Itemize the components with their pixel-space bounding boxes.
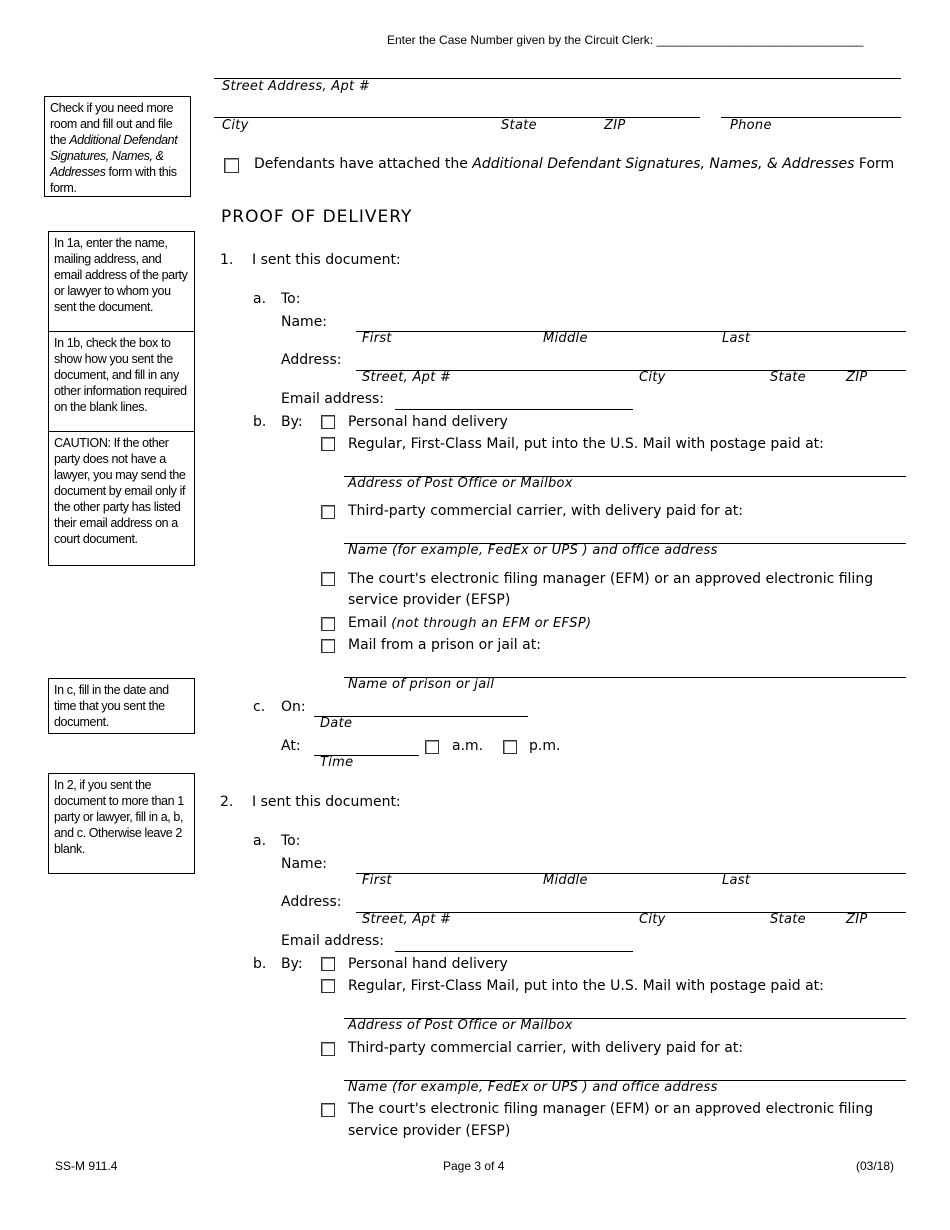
item2-state-label: State [770, 912, 806, 927]
street-address-label: Street Address, Apt # [222, 79, 371, 94]
item2-b-letter: b. [253, 956, 267, 972]
item1-hand-label: Personal hand delivery [348, 414, 508, 430]
item1-pm-label: p.m. [529, 738, 561, 754]
item1-carrier-label: Third-party commercial carrier, with delivery paid for at: [348, 503, 744, 519]
item2-mail-label: Regular, First-Class Mail, put into the U.S. Mail with postage paid at: [348, 978, 824, 994]
item2-email-line[interactable] [395, 951, 633, 952]
item1-a-letter: a. [253, 291, 267, 307]
item1-hand-checkbox[interactable] [321, 415, 335, 429]
item2-mail-caption: Address of Post Office or Mailbox [348, 1018, 573, 1033]
item1-address-label: Address: [281, 352, 342, 368]
item2-hand-checkbox[interactable] [321, 957, 335, 971]
item2-carrier-label: Third-party commercial carrier, with delivery paid for at: [348, 1040, 744, 1056]
attached-prefix: Defendants have attached the [254, 156, 473, 172]
item1-email-label: Email address: [281, 391, 385, 407]
item1-b-letter: b. [253, 414, 267, 430]
item1-email-option-label: Email [348, 615, 387, 631]
item1-zip-label: ZIP [846, 370, 868, 385]
item1-number: 1. [220, 252, 234, 268]
item1-state-label: State [770, 370, 806, 385]
item1-street-label: Street, Apt # [362, 370, 452, 385]
case-number-text: Enter the Case Number given by the Circuit Clerk: [387, 33, 654, 47]
sidebar-note-caution: CAUTION: If the other party does not have a lawyer, you may send the document by email only if the other party has listed their email address on a court document. [48, 431, 195, 566]
form-id: SS-M 911.4 [55, 1159, 118, 1173]
item2-by-label: By: [281, 956, 303, 972]
item2-to-label: To: [281, 833, 301, 849]
item1-middle-label: Middle [543, 331, 588, 346]
item1-name-line[interactable] [356, 331, 906, 332]
item1-mail-caption: Address of Post Office or Mailbox [348, 476, 573, 491]
item2-middle-label: Middle [543, 873, 588, 888]
item2-carrier-checkbox[interactable] [321, 1042, 335, 1056]
item2-carrier-caption: Name (for example, FedEx or UPS ) and office address [348, 1080, 718, 1095]
item1-email-line[interactable] [395, 409, 633, 410]
state-label: State [501, 118, 537, 133]
item1-email-option [348, 615, 591, 631]
item1-efm-label-1: The court's electronic filing manager (EFM) or an approved electronic filing [348, 571, 874, 587]
item2-efm-checkbox[interactable] [321, 1103, 335, 1117]
item1-last-label: Last [722, 331, 751, 346]
item1-prison-checkbox[interactable] [321, 639, 335, 653]
sidebar-note-1c: In c, fill in the date and time that you sent the document. [48, 678, 195, 734]
item2-street-label: Street, Apt # [362, 912, 452, 927]
note1-suffix: form with this form. [50, 165, 177, 195]
phone-label: Phone [730, 118, 772, 133]
attached-form-text [254, 156, 894, 172]
page-number: Page 3 of 4 [443, 1159, 505, 1173]
item1-carrier-checkbox[interactable] [321, 505, 335, 519]
item2-text: I sent this document: [252, 794, 401, 810]
revision-date: (03/18) [856, 1159, 895, 1173]
item1-efm-checkbox[interactable] [321, 572, 335, 586]
item1-name-label: Name: [281, 314, 328, 330]
item1-carrier-caption: Name (for example, FedEx or UPS ) and office address [348, 543, 718, 558]
item1-at-label: At: [281, 738, 301, 754]
sidebar-note-2: In 2, if you sent the document to more than 1 party or lawyer, fill in a, b, and c. Otherwise leave 2 blank. [48, 773, 195, 874]
item2-hand-label: Personal hand delivery [348, 956, 508, 972]
item2-email-label: Email address: [281, 933, 385, 949]
item2-address-label: Address: [281, 894, 342, 910]
item2-name-label: Name: [281, 856, 328, 872]
item1-pm-checkbox[interactable] [503, 740, 517, 754]
attached-form-checkbox[interactable] [224, 158, 239, 173]
attached-italic: Additional Defendant Signatures, Names, & Addresses [472, 156, 855, 172]
item1-on-label: On: [281, 699, 306, 715]
item2-mail-checkbox[interactable] [321, 979, 335, 993]
item2-city-label: City [639, 912, 666, 927]
item1-prison-label: Mail from a prison or jail at: [348, 637, 541, 653]
item2-a-letter: a. [253, 833, 267, 849]
attached-suffix: Form [854, 156, 895, 172]
item1-first-label: First [362, 331, 392, 346]
item1-text: I sent this document: [252, 252, 401, 268]
item1-prison-caption: Name of prison or jail [348, 677, 495, 692]
sidebar-note-1b: In 1b, check the box to show how you sent the document, and fill in any other information required on the blank lines. [48, 331, 195, 432]
item2-last-label: Last [722, 873, 751, 888]
case-number-field[interactable]: _______________________________ [656, 33, 864, 47]
item1-mail-label: Regular, First-Class Mail, put into the U.S. Mail with postage paid at: [348, 436, 824, 452]
sidebar-note-more-room [44, 96, 191, 197]
zip-label: ZIP [604, 118, 626, 133]
sidebar-note-1a: In 1a, enter the name, mailing address, and email address of the party or lawyer to whom you sent the document. [48, 231, 195, 332]
item2-efm-label-1: The court's electronic filing manager (EFM) or an approved electronic filing [348, 1101, 874, 1117]
item2-name-line[interactable] [356, 873, 906, 874]
note1-prefix: Check if you need more room and fill out and file the [50, 101, 174, 147]
city-line[interactable] [214, 117, 700, 118]
item1-email-checkbox[interactable] [321, 617, 335, 631]
item1-date-caption: Date [320, 716, 353, 731]
item1-efm-label-2: service provider (EFSP) [348, 592, 511, 608]
item2-first-label: First [362, 873, 392, 888]
item1-time-caption: Time [320, 755, 354, 770]
city-label: City [222, 118, 249, 133]
item1-by-label: By: [281, 414, 303, 430]
note1-italic: Additional Defendant Signatures, Names, & Addresses [50, 133, 178, 179]
item1-email-option-note: (not through an EFM or EFSP) [391, 616, 592, 631]
item2-efm-label-2: service provider (EFSP) [348, 1123, 511, 1139]
item1-am-checkbox[interactable] [425, 740, 439, 754]
section-title: PROOF OF DELIVERY [221, 207, 413, 227]
item2-number: 2. [220, 794, 234, 810]
item1-am-label: a.m. [452, 738, 484, 754]
item2-zip-label: ZIP [846, 912, 868, 927]
item1-city-label: City [639, 370, 666, 385]
item1-mail-checkbox[interactable] [321, 437, 335, 451]
case-number-label [387, 33, 863, 47]
item1-c-letter: c. [253, 699, 266, 715]
item1-to-label: To: [281, 291, 301, 307]
